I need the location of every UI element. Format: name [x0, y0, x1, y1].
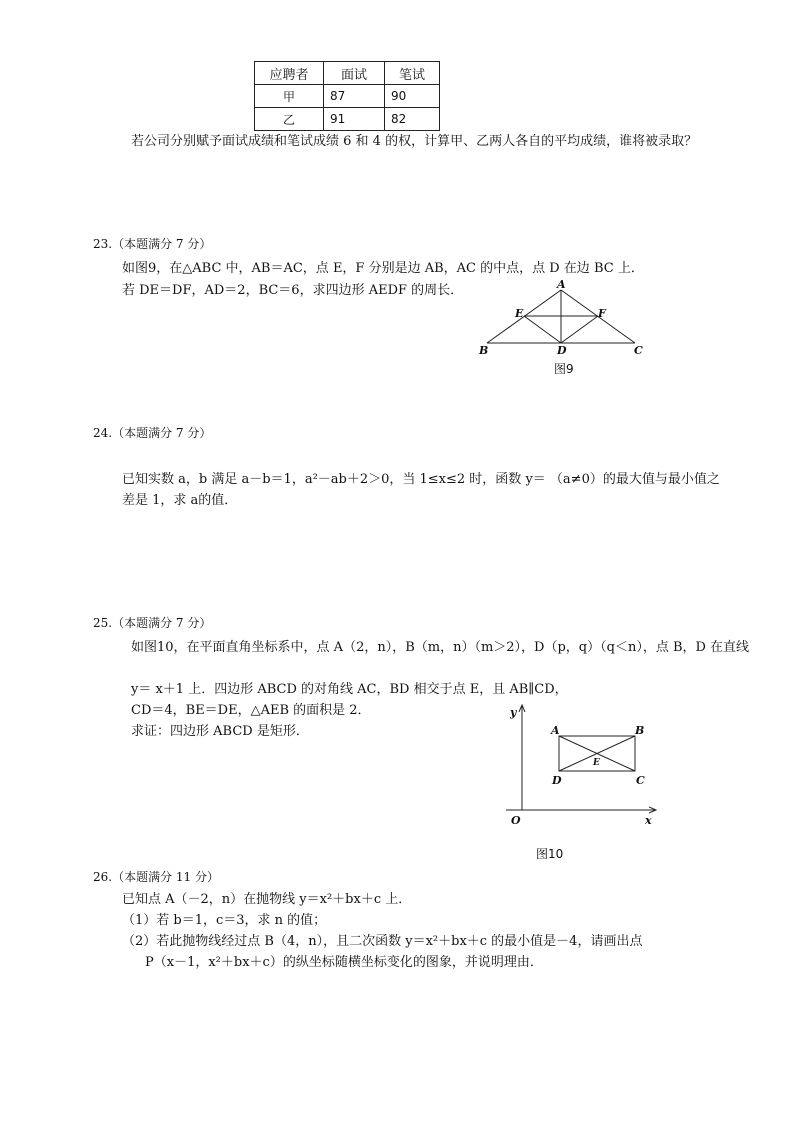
table-cell: 82 — [385, 108, 440, 131]
label-y: y — [510, 706, 517, 719]
q26-line4: P（x－1，x²＋bx＋c）的纵坐标随横坐标变化的图象，并说明理由． — [145, 955, 543, 970]
q26-line1: 已知点 A（－2，n）在抛物线 y＝x²＋bx＋c 上． — [122, 892, 412, 907]
label-C: C — [634, 344, 643, 357]
table-cell: 乙 — [255, 108, 324, 131]
q24-line2: 差是 1，求 a的值． — [122, 493, 238, 508]
q26-line3: （2）若此抛物线经过点 B（4，n），且二次函数 y＝x²＋bx＋c 的最小值是－4，请画出点 — [122, 934, 643, 949]
label-B: B — [635, 724, 645, 737]
table-header-row — [255, 62, 440, 85]
label-D: D — [552, 774, 562, 787]
figure-9-caption: 图9 — [554, 362, 574, 376]
score-table — [254, 61, 440, 131]
header-cell: 笔试 — [385, 62, 440, 85]
segment-FD — [561, 316, 598, 343]
q26-header: 26.（本题满分 11 分） — [93, 870, 219, 884]
q22-text: 若公司分别赋予面试成绩和笔试成绩 6 和 4 的权，计算甲、乙两人各自的平均成绩，谁将被录取？ — [131, 134, 698, 149]
q23-line2: 若 DE＝DF，AD＝2，BC＝6，求四边形 AEDF 的周长． — [122, 283, 464, 298]
figure-10 — [500, 700, 670, 870]
label-F: F — [598, 307, 606, 320]
segment-ED — [524, 316, 561, 343]
label-D: D — [557, 344, 567, 357]
q25-line4: 求证：四边形 ABCD 是矩形． — [131, 724, 309, 739]
table-row — [255, 85, 440, 108]
figure-10-caption: 图10 — [536, 847, 564, 861]
q24-header: 24.（本题满分 7 分） — [93, 426, 212, 440]
q25-line3: CD＝4，BE＝DE，△AEB 的面积是 2． — [131, 703, 371, 718]
label-A: A — [551, 724, 560, 737]
label-C: C — [636, 774, 645, 787]
label-x: x — [645, 814, 652, 827]
table-cell: 87 — [324, 85, 385, 108]
header-cell: 面试 — [324, 62, 385, 85]
table-cell: 90 — [385, 85, 440, 108]
q25-header: 25.（本题满分 7 分） — [93, 616, 212, 630]
header-cell: 应聘者 — [255, 62, 324, 85]
label-E: E — [593, 758, 600, 768]
label-B: B — [479, 344, 489, 357]
table-cell: 91 — [324, 108, 385, 131]
q26-line2: （1）若 b＝1，c＝3，求 n 的值； — [122, 913, 327, 928]
q25-line2: y＝ x＋1 上．四边形 ABCD 的对角线 AC，BD 相交于点 E，且 AB∥CD， — [131, 682, 568, 697]
label-A: A — [557, 278, 566, 291]
q25-line1: 如图10，在平面直角坐标系中，点 A（2，n），B（m，n）（m＞2），D（p，q）（q＜n），点 B，D 在直线 — [131, 640, 750, 655]
figure-9 — [470, 276, 660, 386]
label-O: O — [511, 814, 521, 827]
q24-line1: 已知实数 a，b 满足 a－b＝1，a²－ab＋2＞0，当 1≤x≤2 时，函数 y＝ （a≠0）的最大值与最小值之 — [122, 472, 720, 487]
table-row — [255, 108, 440, 131]
q23-header: 23.（本题满分 7 分） — [93, 237, 212, 251]
label-E: E — [515, 307, 524, 320]
table-cell: 甲 — [255, 85, 324, 108]
q23-line1: 如图9，在△ABC 中，AB＝AC，点 E，F 分别是边 AB，AC 的中点，点 D 在边 BC 上． — [122, 261, 644, 276]
